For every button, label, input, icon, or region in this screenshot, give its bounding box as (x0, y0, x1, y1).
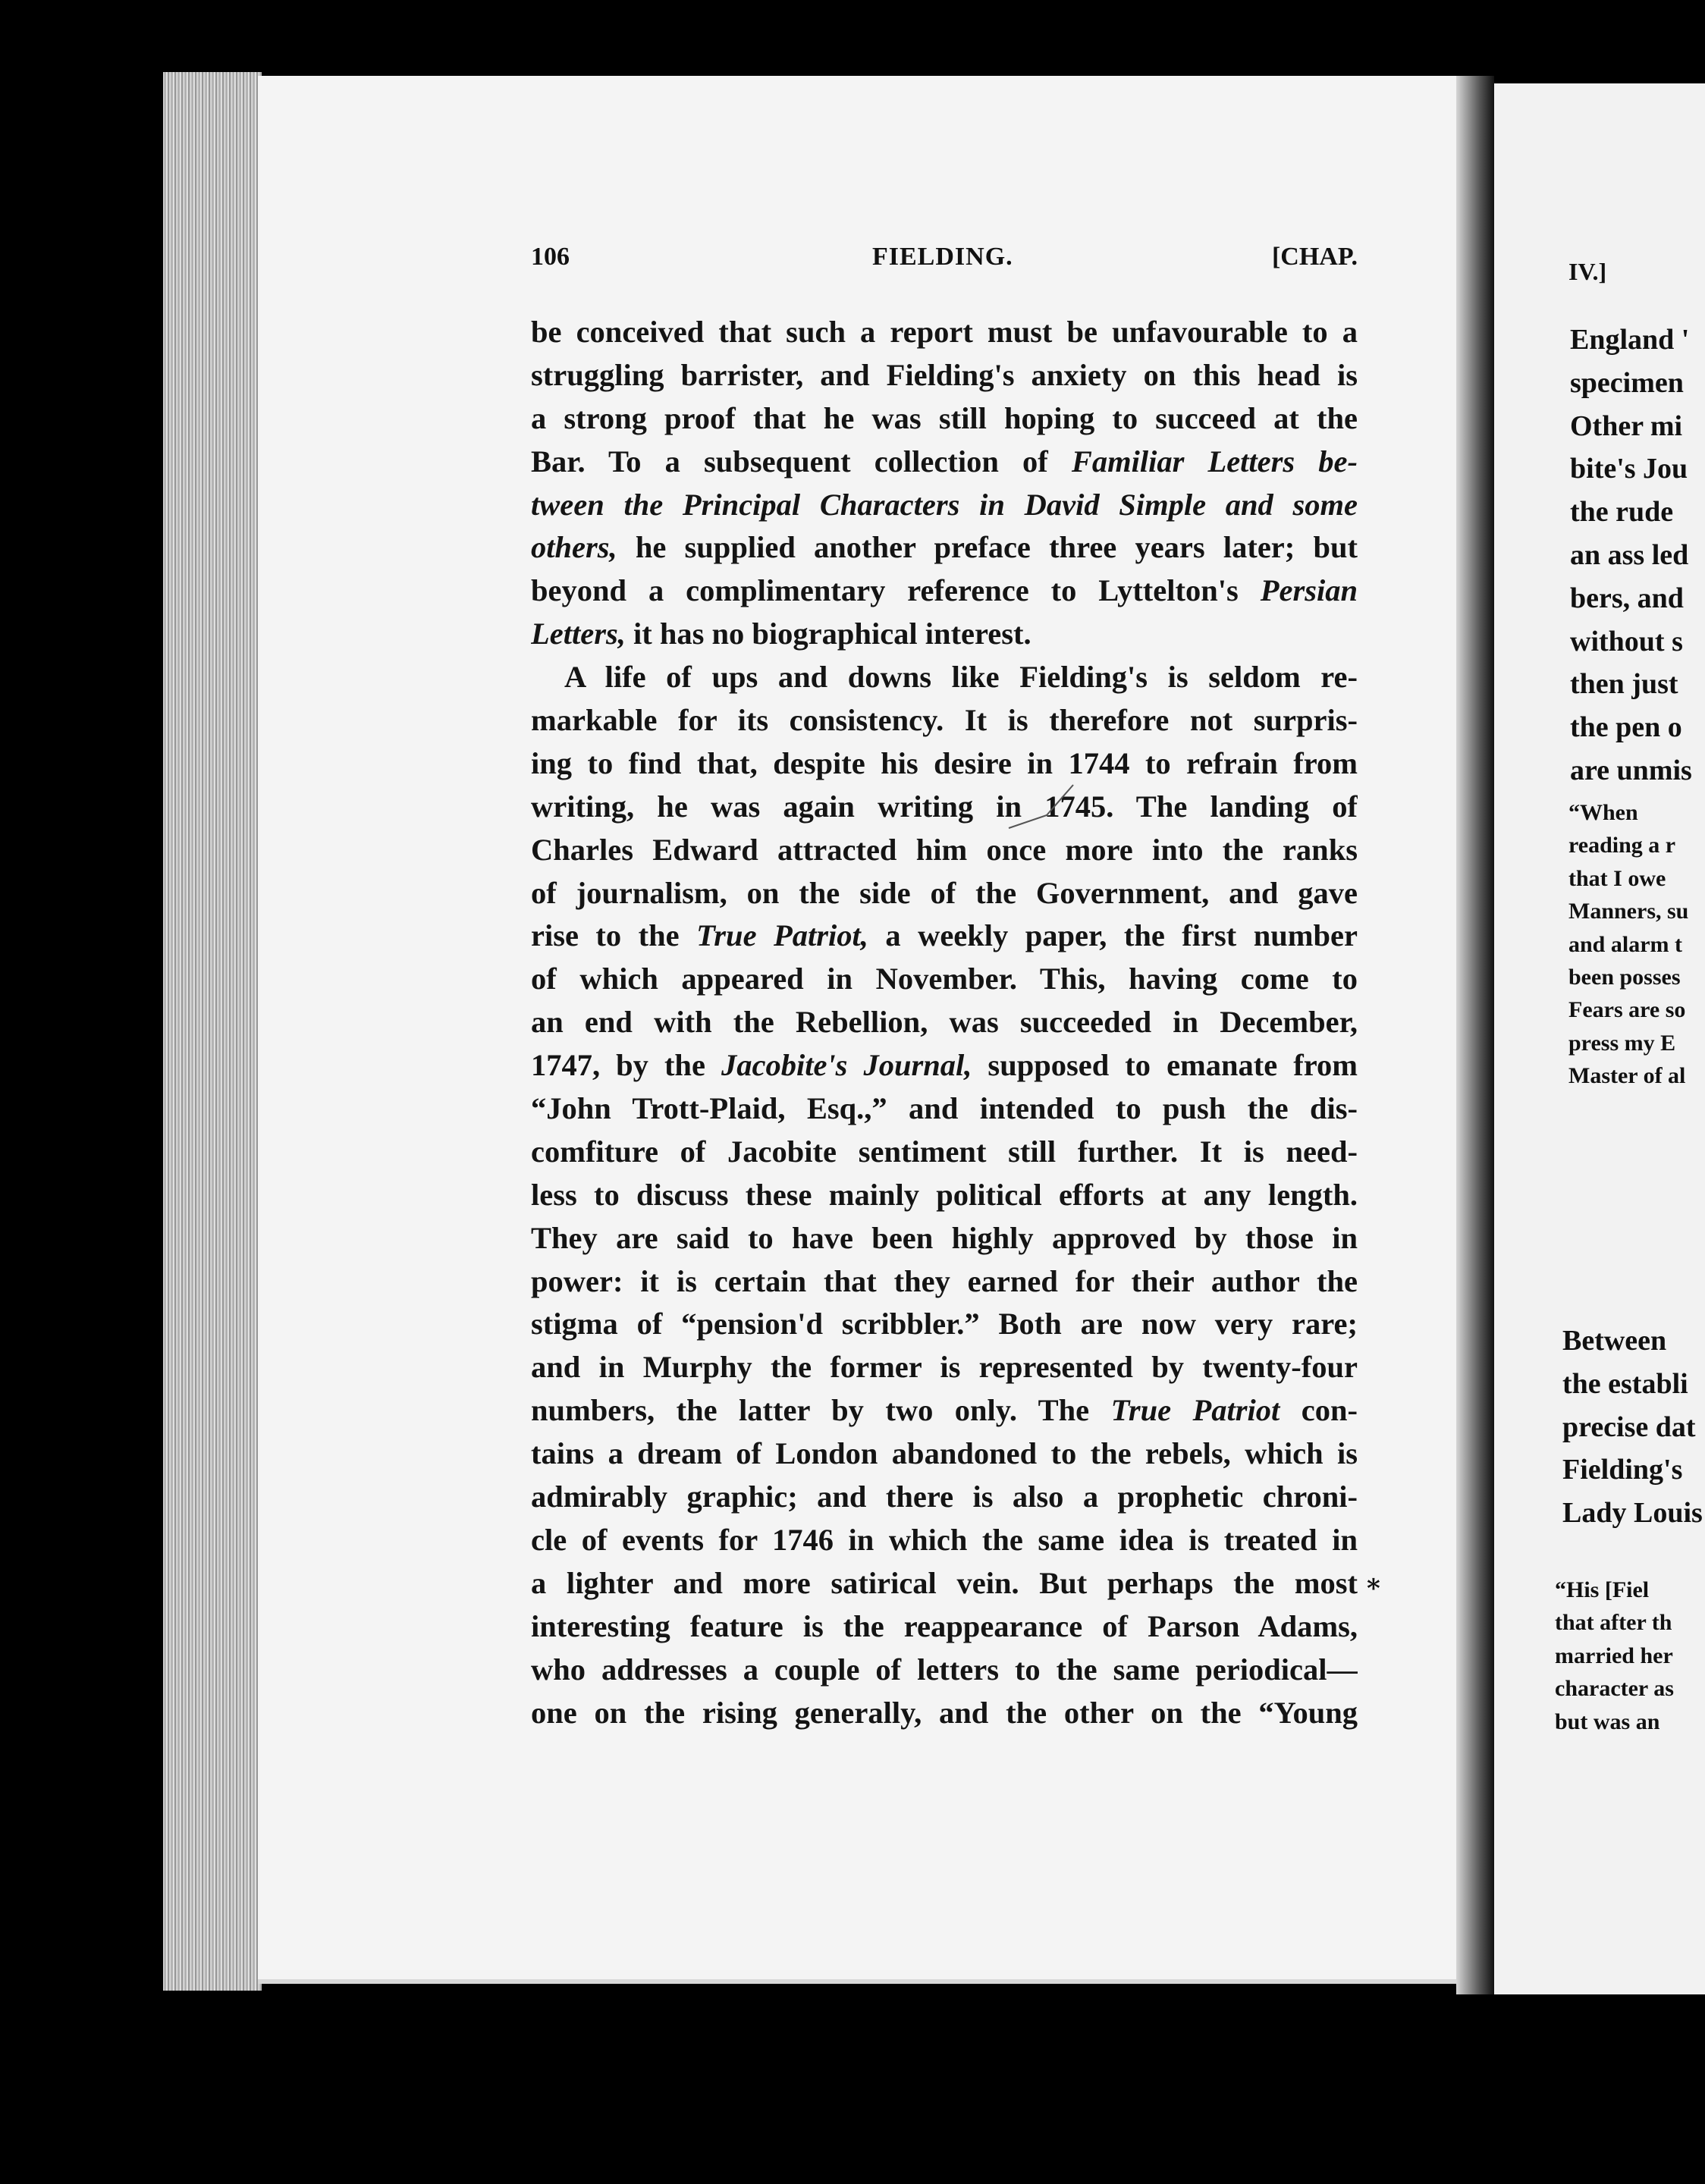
right-page-text-middle (1562, 1320, 1705, 1535)
text-line: They are said to have been highly approved by those in (531, 1220, 1358, 1255)
text-run: a weekly paper, the first number (868, 918, 1358, 953)
right-page-line: Fears are so (1568, 997, 1686, 1023)
text-line: of which appeared in November. This, having come to (531, 962, 1358, 996)
text-line (531, 441, 1358, 484)
right-page-line: an ass led (1570, 538, 1689, 571)
right-page-line: but was an (1555, 1709, 1660, 1734)
text-line: an end with the Rebellion, was succeeded in December, (531, 1005, 1358, 1040)
text-line (531, 1044, 1358, 1087)
text-line: be conceived that such a report must be unfavourable to a (531, 315, 1358, 349)
italic-title: Letters, (531, 617, 626, 651)
text-line (531, 484, 1358, 527)
right-page-text-top (1570, 318, 1705, 792)
right-page-line: Other mi (1570, 410, 1683, 442)
right-page-line: press my E (1568, 1030, 1676, 1056)
italic-title: others, (531, 530, 617, 565)
right-page-line: without s (1570, 625, 1683, 657)
italic-title: Familiar Letters be- (1071, 444, 1358, 479)
italic-title: True Patriot, (696, 918, 868, 953)
pencil-mark-icon (1001, 781, 1085, 834)
text-line: of journalism, on the side of the Government, and gave (531, 875, 1358, 910)
right-page-line: Master of al (1568, 1063, 1686, 1089)
text-line: markable for its consistency. It is therefore not surpris- (531, 703, 1358, 738)
page-edges (163, 72, 262, 1991)
right-page-quote-bottom (1555, 1574, 1705, 1738)
right-page-line: “When (1568, 800, 1638, 825)
right-page-line: the rude (1570, 496, 1674, 529)
text-line: power: it is certain that they earned for their author the (531, 1263, 1358, 1298)
text-run: supposed to emanate from (972, 1048, 1358, 1083)
right-page-line: character as (1555, 1676, 1674, 1702)
text-run: it has no biographical interest. (625, 617, 1031, 651)
right-page-line: been posses (1568, 964, 1681, 990)
right-page-line: and alarm t (1568, 931, 1682, 957)
page-number: 106 (531, 243, 570, 271)
right-page-line: precise dat (1562, 1410, 1696, 1443)
text-run: Bar. To a subsequent collection of (531, 444, 1072, 479)
text-line: cle of events for 1746 in which the same idea is treated in (531, 1522, 1358, 1557)
running-title: FIELDING. (872, 243, 1013, 271)
text-run: numbers, the latter by two only. The (531, 1393, 1111, 1428)
right-page-header: IV.] (1568, 258, 1607, 285)
right-page-line: that after th (1555, 1610, 1672, 1636)
text-line: “John Trott-Plaid, Esq.,” and intended to push the dis- (531, 1091, 1358, 1126)
text-run: rise to the (531, 918, 697, 953)
text-line (531, 613, 1358, 656)
text-run: 1747, by the (531, 1048, 721, 1083)
chapter-marker: [CHAP. (1271, 243, 1358, 271)
margin-mark: * (1367, 1574, 1380, 1604)
text-line (531, 570, 1358, 613)
right-page-line: then just (1570, 668, 1678, 701)
right-page-line: specimen (1570, 366, 1684, 399)
text-line: interesting feature is the reappearance of Parson Adams, (531, 1608, 1358, 1643)
text-line (531, 915, 1358, 958)
right-page-line: married her (1555, 1643, 1673, 1668)
text-line: writing, he was again writing in 1745. The landing of (531, 789, 1358, 824)
italic-title: Persian (1260, 573, 1358, 608)
italic-title: True Patriot (1110, 1393, 1280, 1428)
text-run: beyond a complimentary reference to Lyttelton's (531, 573, 1261, 608)
running-header (531, 243, 1358, 281)
right-page-line: England ' (1570, 324, 1690, 356)
italic-title: tween the Principal Characters in David Simple and some (531, 487, 1358, 522)
text-line: ing to find that, despite his desire in 1744 to refrain from (531, 745, 1358, 780)
right-page-line: the pen o (1570, 711, 1682, 744)
body-text (531, 311, 1358, 1734)
text-line: A life of ups and downs like Fielding's is seldom re- (564, 660, 1358, 695)
right-page-line: bite's Jou (1570, 453, 1688, 485)
text-run: he supplied another preface three years later; but (617, 530, 1358, 565)
text-line: one on the rising generally, and the other on the “Young (531, 1695, 1358, 1730)
text-line: stigma of “pension'd scribbler.” Both are now very rare; (531, 1307, 1358, 1341)
text-line: Charles Edward attracted him once more into the ranks (531, 832, 1358, 867)
right-page-line: the establi (1562, 1367, 1688, 1400)
text-line (531, 1389, 1358, 1432)
text-line: admirably graphic; and there is also a prophetic chroni- (531, 1480, 1358, 1514)
text-line: and in Murphy the former is represented by twenty-four (531, 1350, 1358, 1385)
text-line (531, 526, 1358, 570)
right-page-line: Lady Louis (1562, 1497, 1703, 1530)
right-page-line: that I owe (1568, 865, 1666, 891)
italic-title: Jacobite's Journal, (721, 1048, 972, 1083)
right-page-line: Fielding's (1562, 1454, 1683, 1486)
text-line: a lighter and more satirical vein. But perhaps the most (531, 1565, 1358, 1600)
right-page-line: “His [Fiel (1555, 1577, 1650, 1602)
right-page-line: bers, and (1570, 582, 1684, 614)
text-line: a strong proof that he was still hoping to succeed at the (531, 400, 1358, 435)
right-page-line: reading a r (1568, 833, 1676, 858)
text-line: who addresses a couple of letters to the same periodical— (531, 1652, 1358, 1687)
right-page-line: Manners, su (1568, 899, 1689, 924)
right-page-line: are unmis (1570, 754, 1692, 786)
text-run: con- (1280, 1393, 1358, 1428)
text-line: less to discuss these mainly political efforts at any length. (531, 1177, 1358, 1212)
text-line: struggling barrister, and Fielding's anxiety on this head is (531, 357, 1358, 392)
text-line: tains a dream of London abandoned to the rebels, which is (531, 1436, 1358, 1471)
right-page-line: Between (1562, 1325, 1667, 1357)
text-line: comfiture of Jacobite sentiment still further. It is need- (531, 1134, 1358, 1169)
book-gutter (1456, 76, 1494, 1994)
right-page-quote-top (1568, 796, 1705, 1093)
